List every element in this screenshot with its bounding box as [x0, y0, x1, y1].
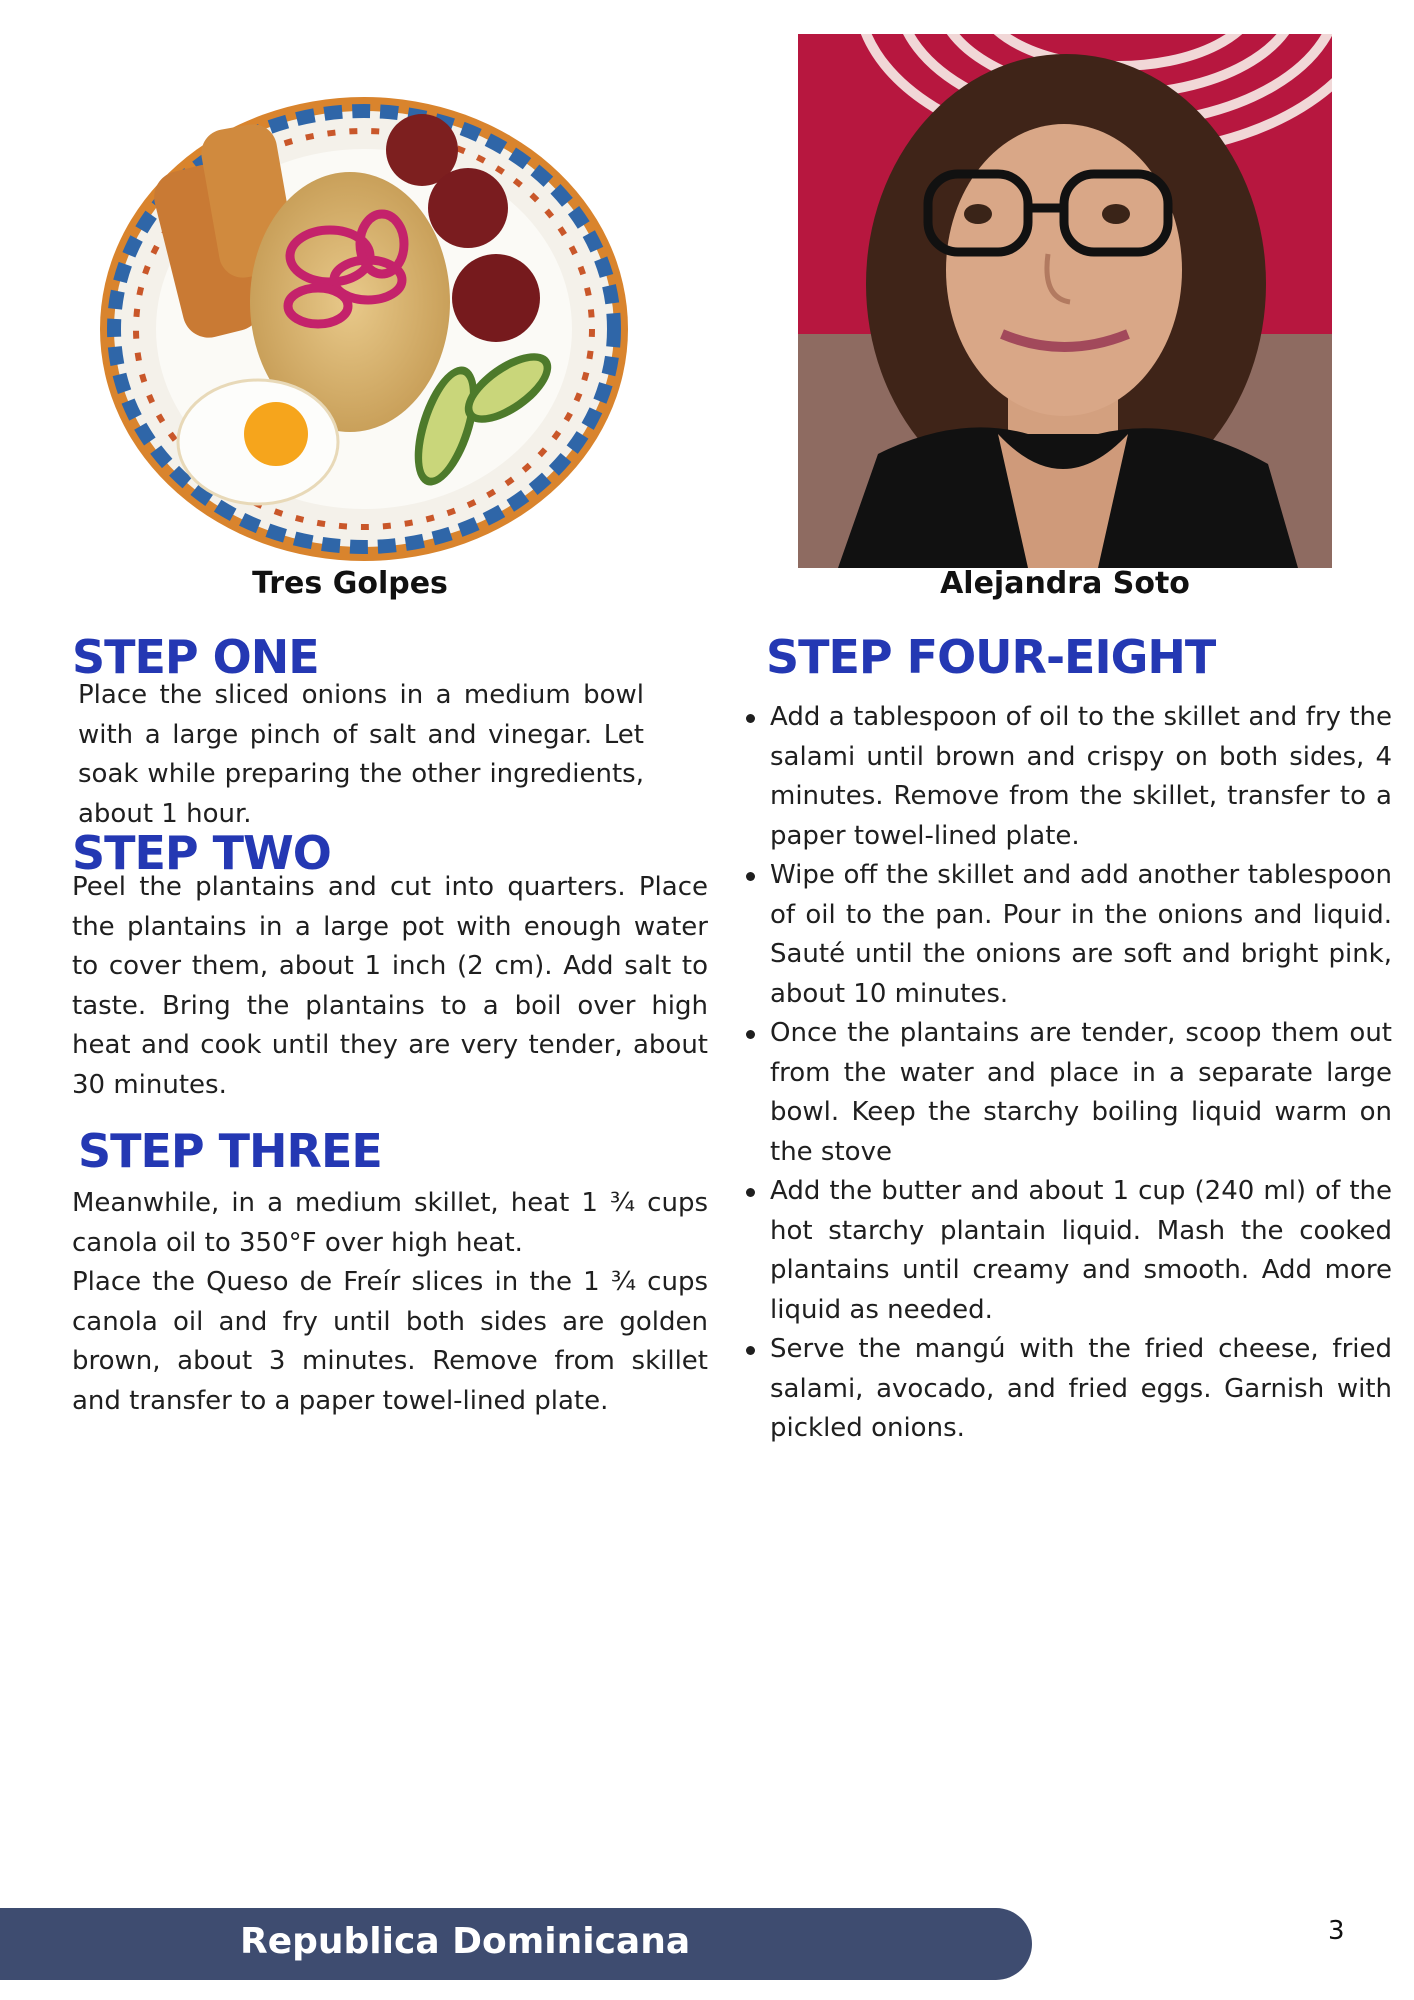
step-one-text: Place the sliced onions in a medium bowl with a large pinch of salt and vinegar. Let soak while preparing the other ingredients, about 1 hour.: [78, 680, 644, 829]
list-item: Serve the mangú with the fried cheese, fried salami, avocado, and fried eggs. Garnish with pickled onions.: [770, 1330, 1392, 1449]
step-three-title: STEP THREE: [78, 1124, 382, 1178]
step-three-text-1: Meanwhile, in a medium skillet, heat 1 ¾ cups canola oil to 350°F over high heat.: [72, 1188, 708, 1258]
list-item: Wipe off the skillet and add another tablespoon of oil to the pan. Pour in the onions and liquid. Sauté until the onions are soft and bright pink, about 10 minutes.: [770, 856, 1392, 1014]
page-number: 3: [1328, 1916, 1345, 1946]
step-two-title: STEP TWO: [72, 826, 331, 880]
step-four-eight-title: STEP FOUR-EIGHT: [766, 630, 1216, 684]
step-four-eight-list: [740, 698, 1392, 1449]
list-item: Add a tablespoon of oil to the skillet and fry the salami until brown and crispy on both sides, 4 minutes. Remove from the skillet, transfer to a paper towel-lined plate.: [770, 698, 1392, 856]
step-one-title: STEP ONE: [72, 630, 319, 684]
step-two-text: Peel the plantains and cut into quarters. Place the plantains in a large pot with enough water to cover them, about 1 inch (2 cm). Add salt to taste. Bring the plantains to a boil over high heat and cook until they are very tender, about 30 minutes.: [72, 872, 708, 1100]
author-caption: Alejandra Soto: [940, 566, 1190, 601]
step-three-text-2: Place the Queso de Freír slices in the 1 ¾ cups canola oil and fry until both sides are golden brown, about 3 minutes. Remove from skillet and transfer to a paper towel-lined plate.: [72, 1267, 708, 1416]
list-item: Add the butter and about 1 cup (240 ml) of the hot starchy plantain liquid. Mash the cooked plantains until creamy and smooth. Add more liquid as needed.: [770, 1172, 1392, 1330]
dish-photo: [98, 96, 630, 563]
footer-country: Republica Dominicana: [240, 1921, 691, 1962]
dish-caption: Tres Golpes: [252, 566, 448, 601]
list-item: Once the plantains are tender, scoop them out from the water and place in a separate large bowl. Keep the starchy boiling liquid warm on the stove: [770, 1014, 1392, 1172]
author-photo: [798, 34, 1332, 568]
